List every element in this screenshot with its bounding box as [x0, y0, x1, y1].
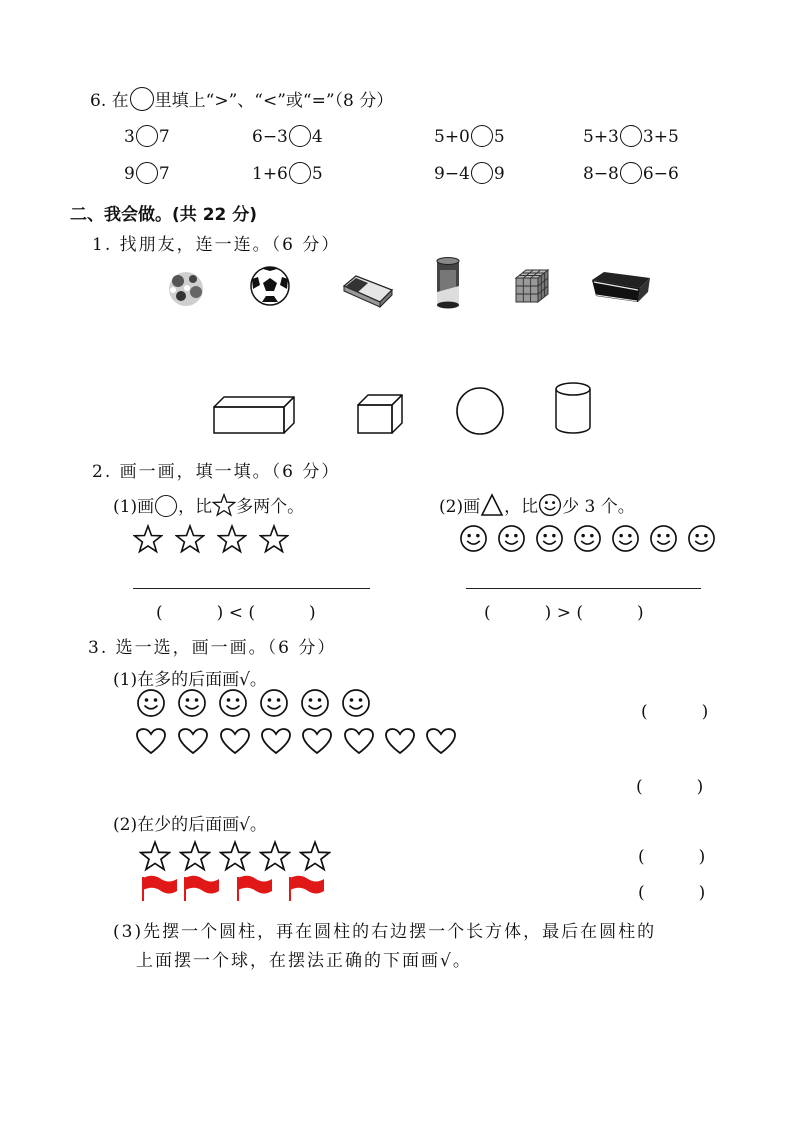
answer-paren[interactable]: ( ): [636, 777, 704, 797]
comparison-item: 9 7: [124, 164, 170, 184]
answer-paren[interactable]: ( ): [638, 847, 706, 867]
smiley-icon: [259, 688, 289, 718]
smiley-icon: [459, 524, 488, 553]
circle-icon: [155, 495, 177, 517]
star-icon: [217, 524, 247, 554]
q3-part3-line1: (3)先摆一个圆柱，再在圆柱的右边摆一个长方体，最后在圆柱的: [113, 922, 657, 942]
answer-circle[interactable]: [136, 125, 158, 147]
answer-circle[interactable]: [471, 162, 493, 184]
red-flag-icon: [236, 874, 274, 902]
drawing-line-left[interactable]: [133, 588, 370, 589]
cube-icon[interactable]: [356, 393, 404, 435]
comparison-item: 6−3 4: [252, 127, 323, 147]
heart-icon: [425, 727, 457, 755]
rubiks-cube-icon[interactable]: [512, 266, 552, 306]
q3-title: 3. 选一选，画一画。（6 分）: [88, 638, 337, 658]
heart-icon: [260, 727, 292, 755]
smiley-icon: [300, 688, 330, 718]
smiley-icon: [573, 524, 602, 553]
triangle-icon: [480, 493, 504, 517]
q3-part1-label: (1)在多的后面画√。: [113, 670, 267, 690]
smiley-icon: [538, 493, 562, 517]
smiley-icon: [136, 688, 166, 718]
q3-part3-line2: 上面摆一个球，在摆法正确的下面画√。: [136, 951, 472, 971]
soccer-ball-icon[interactable]: [248, 265, 292, 307]
spotted-ball-icon[interactable]: [166, 270, 206, 308]
circle-blank-icon: [130, 87, 154, 111]
smiley-icon: [535, 524, 564, 553]
comparison-item: 8−8 6−6: [583, 164, 679, 184]
smiley-icon: [341, 688, 371, 718]
compare-blank-left[interactable]: ( ) < ( ): [156, 603, 316, 623]
red-flag-icon: [288, 874, 326, 902]
cuboid-icon[interactable]: [212, 395, 296, 435]
red-flag-icon: [141, 874, 179, 902]
compare-blank-right[interactable]: ( ) > ( ): [484, 603, 644, 623]
star-icon: [175, 524, 205, 554]
sphere-icon[interactable]: [455, 386, 505, 436]
q2-part2-label: (2)画 ，比 少 3 个。: [439, 492, 635, 517]
q6-prefix: 在: [111, 91, 129, 111]
comparison-item: 9−4 9: [434, 164, 505, 184]
answer-paren[interactable]: ( ): [641, 702, 709, 722]
battery-cylinder-icon[interactable]: [434, 256, 462, 310]
cylinder-icon[interactable]: [553, 381, 593, 435]
eraser-icon[interactable]: [340, 272, 394, 308]
q1-title: 1. 找朋友，连一连。（6 分）: [92, 235, 341, 255]
star-icon: [212, 493, 236, 517]
smiley-icon: [497, 524, 526, 553]
answer-circle[interactable]: [289, 162, 311, 184]
q2-part1-label: (1)画 ，比 多两个。: [113, 492, 304, 517]
heart-icon: [177, 727, 209, 755]
smiley-icon: [177, 688, 207, 718]
answer-circle[interactable]: [620, 125, 642, 147]
star-icon: [259, 524, 289, 554]
heart-icon: [219, 727, 251, 755]
smiley-icon: [218, 688, 248, 718]
red-flag-icon: [183, 874, 221, 902]
smiley-icon: [649, 524, 678, 553]
q6-title: [90, 86, 393, 111]
answer-paren[interactable]: ( ): [638, 883, 706, 903]
smiley-icon: [611, 524, 640, 553]
star-icon: [179, 840, 211, 872]
star-icon: [299, 840, 331, 872]
heart-icon: [384, 727, 416, 755]
q6-instruction: 里填上“>”、“<”或“=”（8 分）: [154, 91, 394, 111]
q3-part2-label: (2)在少的后面画√。: [113, 815, 267, 835]
star-icon: [133, 524, 163, 554]
comparison-item: 3 7: [124, 127, 170, 147]
comparison-item: 5+0 5: [434, 127, 505, 147]
comparison-item: 5+3 3+5: [583, 127, 679, 147]
star-icon: [219, 840, 251, 872]
drawing-line-right[interactable]: [466, 588, 701, 589]
heart-icon: [301, 727, 333, 755]
answer-circle[interactable]: [620, 162, 642, 184]
answer-circle[interactable]: [136, 162, 158, 184]
answer-circle[interactable]: [289, 125, 311, 147]
smiley-icon: [687, 524, 716, 553]
heart-icon: [343, 727, 375, 755]
heart-icon: [135, 727, 167, 755]
q2-title: 2. 画一画，填一填。（6 分）: [92, 462, 341, 482]
q6-number: 6.: [90, 91, 107, 111]
comparison-item: 1+6 5: [252, 164, 323, 184]
star-icon: [139, 840, 171, 872]
section-2-title: 二、我会做。(共 22 分): [70, 205, 258, 225]
tissue-box-icon[interactable]: [590, 270, 652, 306]
star-icon: [259, 840, 291, 872]
answer-circle[interactable]: [471, 125, 493, 147]
